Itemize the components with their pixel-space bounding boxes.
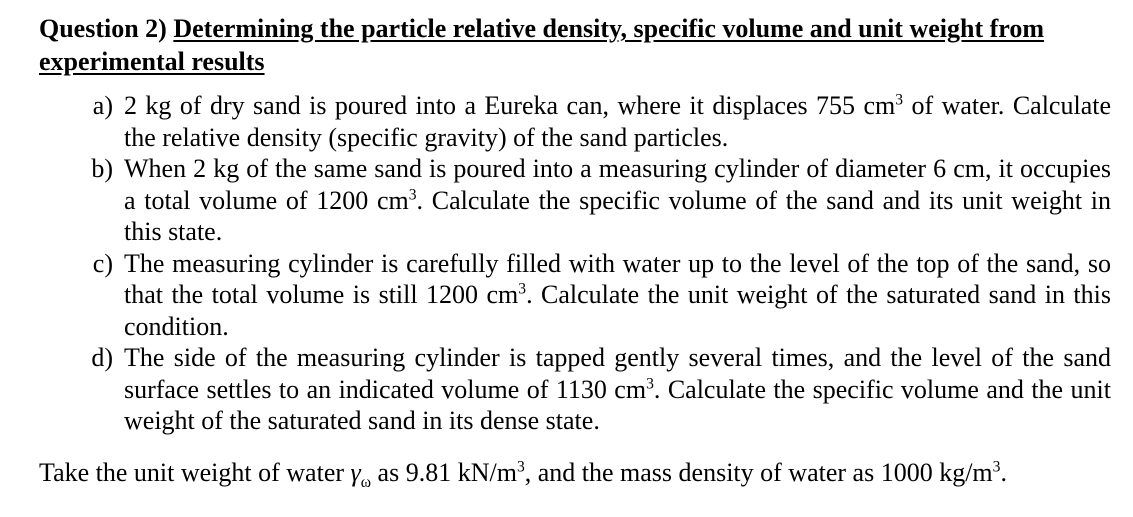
question-part-d bbox=[39, 342, 1111, 437]
superscript: 3 bbox=[895, 91, 904, 109]
part-text bbox=[124, 342, 1111, 437]
superscript: 3 bbox=[516, 457, 525, 475]
question-part-c bbox=[39, 248, 1111, 343]
part-marker: a) bbox=[92, 91, 113, 120]
part-text-segment: . Calculate the unit weight of the saturated sand in this condition. bbox=[124, 280, 1111, 341]
question-title: Determining the particle relative density, specific volume and unit weight from experimental results bbox=[39, 14, 1045, 76]
superscript: 3 bbox=[518, 280, 527, 298]
part-text bbox=[124, 90, 1111, 153]
question-heading bbox=[39, 12, 1111, 78]
part-text-segment: 2 kg of dry sand is poured into a Eureka can, where it displaces 755 cm bbox=[124, 91, 896, 120]
subscript: ω bbox=[360, 473, 372, 491]
part-marker: d) bbox=[91, 343, 113, 372]
question-number: Question 2) bbox=[39, 14, 167, 43]
superscript: 3 bbox=[992, 457, 1001, 475]
part-text-segment: . Calculate the specific volume and the unit weight of the saturated sand in its dense state. bbox=[124, 374, 1111, 435]
part-text-segment: The side of the measuring cylinder is tapped gently several times, and the level of the sand surface settles to an indicated volume of 1130 cm bbox=[124, 343, 1111, 404]
document-page bbox=[39, 12, 1111, 514]
footer-text-segment: . bbox=[1000, 457, 1007, 487]
superscript: 3 bbox=[646, 374, 654, 392]
question-parts-list bbox=[39, 90, 1111, 437]
part-text-segment: of water. Calculate the relative density (specific gravity) of the sand particles. bbox=[124, 91, 1112, 152]
part-text bbox=[124, 248, 1111, 343]
part-marker: b) bbox=[91, 154, 113, 183]
footer-text-segment: , and the mass density of water as 1000 kg/m bbox=[524, 457, 993, 487]
footer-note bbox=[39, 457, 1111, 491]
question-part-a bbox=[39, 90, 1111, 153]
question-part-b bbox=[39, 153, 1111, 248]
part-text-segment: When 2 kg of the same sand is poured into a measuring cylinder of diameter 6 cm, it occupies a total volume of 1200 cm bbox=[124, 154, 1111, 215]
part-marker: c) bbox=[92, 248, 113, 278]
part-text-segment: The measuring cylinder is carefully filled with water up to the level of the top of the sand, so that the total volume is still 1200 cm bbox=[124, 248, 1111, 309]
part-text-segment: . Calculate the specific volume of the sand and its unit weight in this state. bbox=[124, 185, 1111, 246]
footer-text-segment: Take the unit weight of water bbox=[39, 457, 351, 487]
part-text bbox=[124, 153, 1111, 248]
superscript: 3 bbox=[408, 185, 417, 203]
footer-text-segment: as 9.81 kN/m bbox=[371, 457, 517, 487]
gamma-symbol: γ bbox=[350, 457, 361, 487]
